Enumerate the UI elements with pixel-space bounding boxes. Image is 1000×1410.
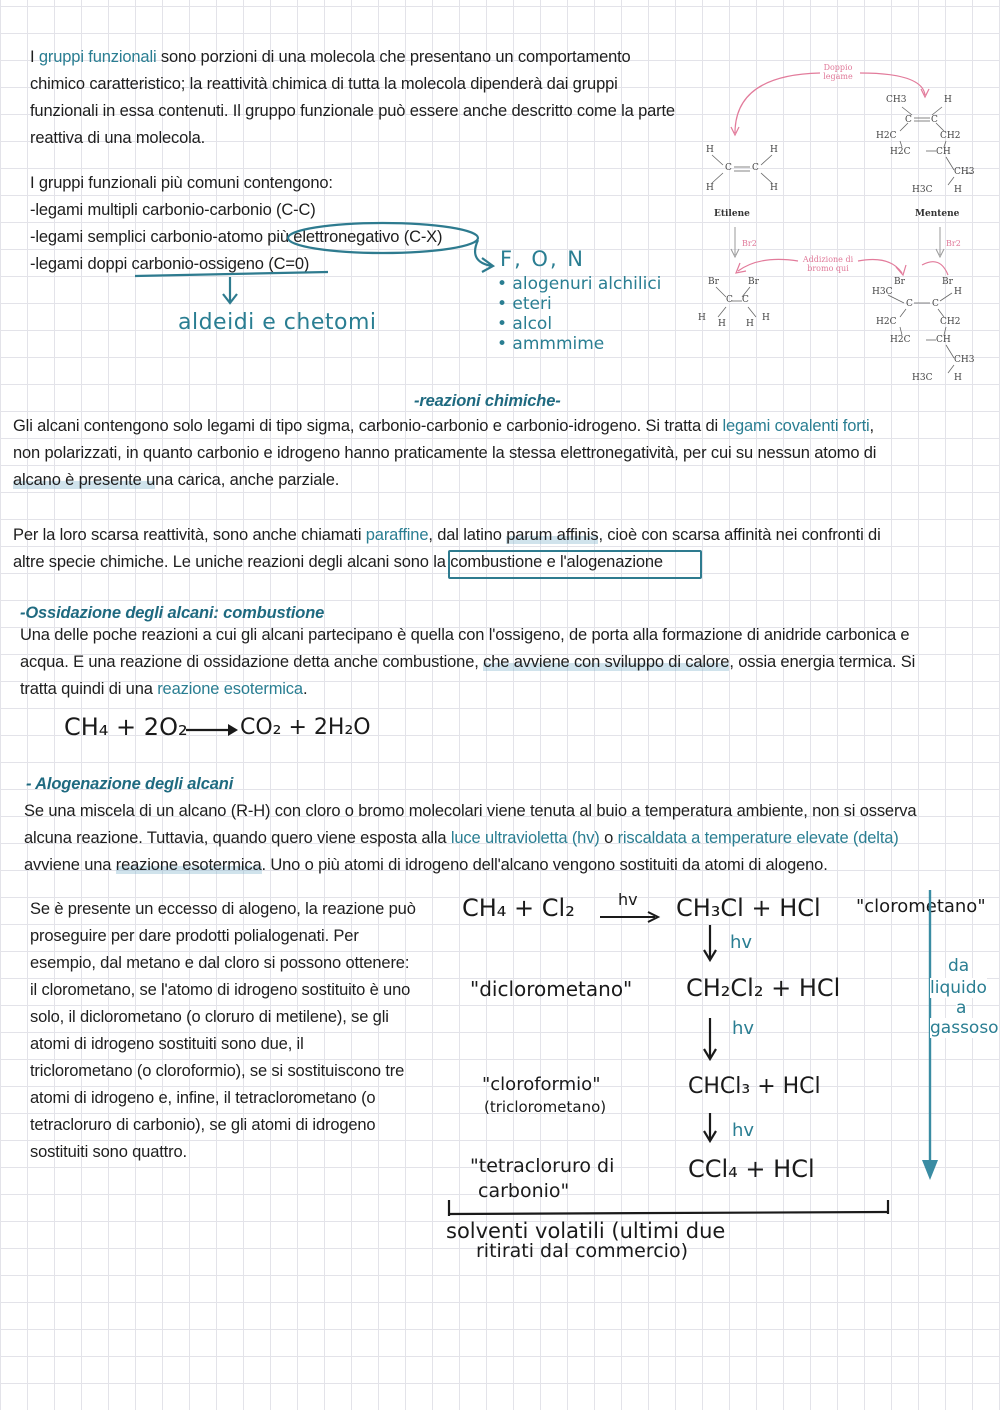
combustione-alogenazione-boxed: o la combustione e l'alogenazione bbox=[419, 553, 663, 571]
dbm-ch2: CH2 bbox=[940, 317, 961, 327]
ossidazione-heading: -Ossidazione degli alcani: combustione bbox=[20, 604, 325, 622]
dbm-h-bot: H bbox=[954, 373, 962, 383]
ossidazione-line-3: tratta quindi di una reazione esotermica. bbox=[20, 680, 308, 698]
legami-semplici: -legami semplici carbonio-atomo più elettronegativo (C-X) bbox=[30, 228, 443, 246]
riscaldata-highlight: riscaldata a temperature elevate (delta) bbox=[617, 829, 899, 847]
dbm-ch: CH bbox=[936, 335, 951, 345]
poli-line-1: Se è presente un eccesso di alogeno, la reazione può bbox=[30, 900, 416, 918]
etilene-h2: H bbox=[770, 145, 778, 155]
dbm-c1: C bbox=[906, 299, 913, 309]
parum-affinis-highlight: parum affinis bbox=[506, 526, 599, 544]
reazioni-line-2: non polarizzati, in quanto carbonio e idrogeno hanno praticamente la stessa elettronegatività, per cui su nessun atomo di bbox=[13, 444, 877, 462]
legami-multipli: -legami multipli carbonio-carbonio (C-C) bbox=[30, 201, 316, 219]
poli-line-10: sostituiti sono quattro. bbox=[30, 1143, 187, 1161]
paraffine-line-2: altre specie chimiche. Le uniche reazioni degli alcani sono la combustione e l'alogenazione bbox=[13, 553, 663, 571]
poli-line-9: tetracloruro di carbonio), se gli atomi di idrogeno bbox=[30, 1116, 376, 1134]
legami-doppi: -legami doppi carbonio-ossigeno (C=0) bbox=[30, 255, 310, 273]
mentene-h2c-2: H2C bbox=[890, 147, 911, 157]
poli-line-2: proseguire per dare prodotti polialogenati. Per bbox=[30, 927, 359, 945]
dbm-br1: Br bbox=[894, 277, 905, 287]
poli-line-7: triclorometano (o cloroformio), se si sostituiscono tre bbox=[30, 1062, 405, 1080]
scheme-r4-formula: CCl₄ + HCl bbox=[688, 1155, 815, 1183]
reazioni-line-3: alcano è presente una carica, anche parziale. bbox=[13, 471, 340, 489]
scheme-down-arrows bbox=[700, 925, 720, 1145]
poli-line-5: solo, il diclorometano (o cloruro di metilene), se gli bbox=[30, 1008, 389, 1026]
scheme-r2-formula: CH₂Cl₂ + HCl bbox=[686, 974, 841, 1002]
br2-right: Br2 bbox=[946, 239, 961, 248]
intro-line-3: funzionali in essa contenuti. Il gruppo funzionale può essere anche descritto come la parte bbox=[30, 102, 675, 120]
dbe-h2: H bbox=[718, 319, 726, 329]
dbm-c2: C bbox=[932, 299, 939, 309]
ossidazione-line-2: acqua. E una reazione di ossidazione detta anche combustione, che avviene con sviluppo di calore, ossia energia termica. Si bbox=[20, 653, 916, 671]
underline-carbonio-ossigeno bbox=[135, 272, 328, 276]
mentene-c1: C bbox=[905, 115, 912, 125]
gruppi-funzionali-highlight: gruppi funzionali bbox=[38, 48, 157, 66]
dbe-br1: Br bbox=[708, 277, 719, 287]
note-list-1: • alogenuri alchilici bbox=[497, 274, 662, 294]
dbm-h: H bbox=[954, 287, 962, 297]
mentene-h2c-1: H2C bbox=[876, 131, 897, 141]
alogenazione-line-1: Se una miscela di un alcano (R-H) con cloro o bromo molecolari viene tenuta al buio a temperatura ambiente, non si osserva bbox=[24, 802, 917, 820]
dbm-h3c-bot: H3C bbox=[912, 373, 933, 383]
paraffine-line-1: Per la loro scarsa reattività, sono anche chiamati paraffine, dal latino parum affinis, cioè con scarsa affinità nei confronti di bbox=[13, 526, 881, 544]
reazione-esotermica-highlight: reazione esotermica bbox=[157, 680, 303, 698]
note-list-2: • eteri bbox=[497, 294, 552, 314]
alogenazione-line-3: avviene una reazione esotermica. Uno o più atomi di idrogeno dell'alcano vengono sostituiti da atomi di alogeno. bbox=[24, 856, 828, 874]
scheme-r4-name-2: carbonio" bbox=[478, 1180, 570, 1202]
mentene-c-ch3: CH3 bbox=[954, 167, 975, 177]
dbe-h1: H bbox=[698, 313, 706, 323]
bottom-note-2: ritirati dal commercio) bbox=[476, 1240, 688, 1262]
doppio-legame-label: Doppio legame bbox=[823, 63, 853, 81]
etilene-h4: H bbox=[770, 183, 778, 193]
side-note-2: liquido bbox=[930, 978, 987, 998]
alogenazione-heading: - Alogenazione degli alcani bbox=[26, 775, 234, 793]
mentene-ch3-top: CH3 bbox=[886, 95, 907, 105]
scheme-r1-left: CH₄ + Cl₂ bbox=[462, 894, 575, 922]
underlined-text: carbonio-ossigeno (C=0) bbox=[131, 255, 310, 273]
dbe-br2: Br bbox=[748, 277, 759, 287]
alogenazione-line-2: alcuna reazione. Tuttavia, quando quero viene esposta alla luce ultravioletta (hv) o riscaldata a temperature elevate (delta) bbox=[24, 829, 899, 847]
poli-line-3: esempio, dal metano e dal cloro si possono ottenere: bbox=[30, 954, 410, 972]
mentene-ch2: CH2 bbox=[940, 131, 961, 141]
scheme-r1-right: CH₃Cl + HCl bbox=[676, 894, 821, 922]
etilene-h3: H bbox=[706, 183, 714, 193]
circled-text: più elettronegativo (C-X) bbox=[267, 228, 443, 246]
etilene-h1: H bbox=[706, 145, 714, 155]
etilene-c2: C bbox=[752, 163, 759, 173]
intro-line-2: chimico caratteristico; la reattività chimica di tutta la molecola dipenderà dai gruppi bbox=[30, 75, 618, 93]
paraffine-highlight: paraffine bbox=[365, 526, 429, 544]
dbm-h2c-1: H2C bbox=[876, 317, 897, 327]
mentene-h-bot: H bbox=[954, 185, 962, 195]
scheme-r3-formula: CHCl₃ + HCl bbox=[688, 1074, 821, 1099]
scheme-hv-4: hv bbox=[732, 1120, 755, 1141]
gruppi-comuni-title: I gruppi funzionali più comuni contengono: bbox=[30, 174, 333, 192]
reazione-esotermica-hl: reazione esotermica bbox=[115, 856, 262, 874]
scheme-r2-name: "diclorometano" bbox=[470, 977, 633, 1001]
dbe-h3: H bbox=[746, 319, 754, 329]
reazioni-heading: -reazioni chimiche- bbox=[414, 392, 561, 410]
mentene-label: Mentene bbox=[915, 209, 960, 219]
note-list-3: • alcol bbox=[497, 314, 553, 334]
side-note-4: gassoso bbox=[930, 1018, 999, 1038]
scheme-r1-name: "clorometano" bbox=[856, 896, 986, 917]
dbm-br2: Br bbox=[942, 277, 953, 287]
luce-uv-highlight: luce ultravioletta (hv) bbox=[450, 829, 600, 847]
scheme-arrow-1 bbox=[600, 910, 662, 924]
mentene-h3c: H3C bbox=[912, 185, 933, 195]
scheme-r4-name-1: "tetracloruro di bbox=[470, 1155, 615, 1177]
combustion-eq-right: CO₂ + 2H₂O bbox=[240, 715, 371, 740]
note-aldeidi-chetoni: aldeidi e chetomi bbox=[178, 310, 377, 335]
combustion-eq-left: CH₄ + 2O₂ bbox=[64, 713, 188, 741]
poli-line-6: atomi di idrogeno sostituiti sono due, il bbox=[30, 1035, 304, 1053]
scheme-hv-3: hv bbox=[732, 1018, 755, 1039]
mentene-h-top: H bbox=[944, 95, 952, 105]
scheme-hv-1: hv bbox=[618, 890, 638, 909]
side-note-1: da bbox=[948, 956, 970, 976]
addizione-label: Addizione di bromo qui bbox=[802, 255, 854, 273]
legami-covalenti-highlight: legami covalenti forti bbox=[722, 417, 870, 435]
dbm-h3c: H3C bbox=[872, 287, 893, 297]
side-note-3: a bbox=[956, 998, 967, 1018]
dbm-c-ch3: CH3 bbox=[954, 355, 975, 365]
circle-elettronegativo bbox=[288, 223, 478, 253]
intro-line-1: I gruppi funzionali sono porzioni di una molecola che presentano un comportamento bbox=[30, 48, 631, 66]
combustion-arrow bbox=[186, 722, 242, 738]
alkene-diagram bbox=[690, 55, 990, 390]
reazioni-line-1: Gli alcani contengono solo legami di tipo sigma, carbonio-carbonio e carbonio-idrogeno. Si tratta di legami covalenti forti, bbox=[13, 417, 874, 435]
bottom-note-1: solventi volatili (ultimi due bbox=[446, 1219, 726, 1243]
dbe-c2: C bbox=[742, 295, 749, 305]
poli-line-8: atomi di idrogeno e, infine, il tetraclorometano (o bbox=[30, 1089, 376, 1107]
ossidazione-line-1: Una delle poche reazioni a cui gli alcani partecipano è quella con l'ossigeno, de porta alla formazione di anidride carbonica e bbox=[20, 626, 910, 644]
note-fon: F, O, N bbox=[500, 247, 586, 271]
note-list-4: • ammmime bbox=[497, 334, 605, 354]
side-arrow bbox=[920, 890, 940, 1190]
poli-line-4: il clorometano, se l'atomo di idrogeno sostituito è uno bbox=[30, 981, 411, 999]
scheme-r3-name-2: (triclorometano) bbox=[484, 1098, 607, 1116]
etilene-label: Etilene bbox=[714, 209, 750, 219]
mentene-c2: C bbox=[931, 115, 938, 125]
dbm-h2c-2: H2C bbox=[890, 335, 911, 345]
scheme-r3-name-1: "cloroformio" bbox=[482, 1074, 601, 1095]
sviluppo-calore-highlight: che avviene con sviluppo di calore bbox=[483, 653, 730, 671]
intro-line-4: reattiva di una molecola. bbox=[30, 129, 206, 147]
etilene-c1: C bbox=[725, 163, 732, 173]
mentene-ch: CH bbox=[936, 147, 951, 157]
alcano-presente-highlight: alcano è presente u bbox=[13, 471, 156, 489]
box-combustione-alogenazione bbox=[448, 550, 702, 579]
scheme-hv-2: hv bbox=[730, 932, 753, 953]
dbe-c1: C bbox=[726, 295, 733, 305]
br2-left: Br2 bbox=[742, 239, 757, 248]
dbe-h4: H bbox=[762, 313, 770, 323]
